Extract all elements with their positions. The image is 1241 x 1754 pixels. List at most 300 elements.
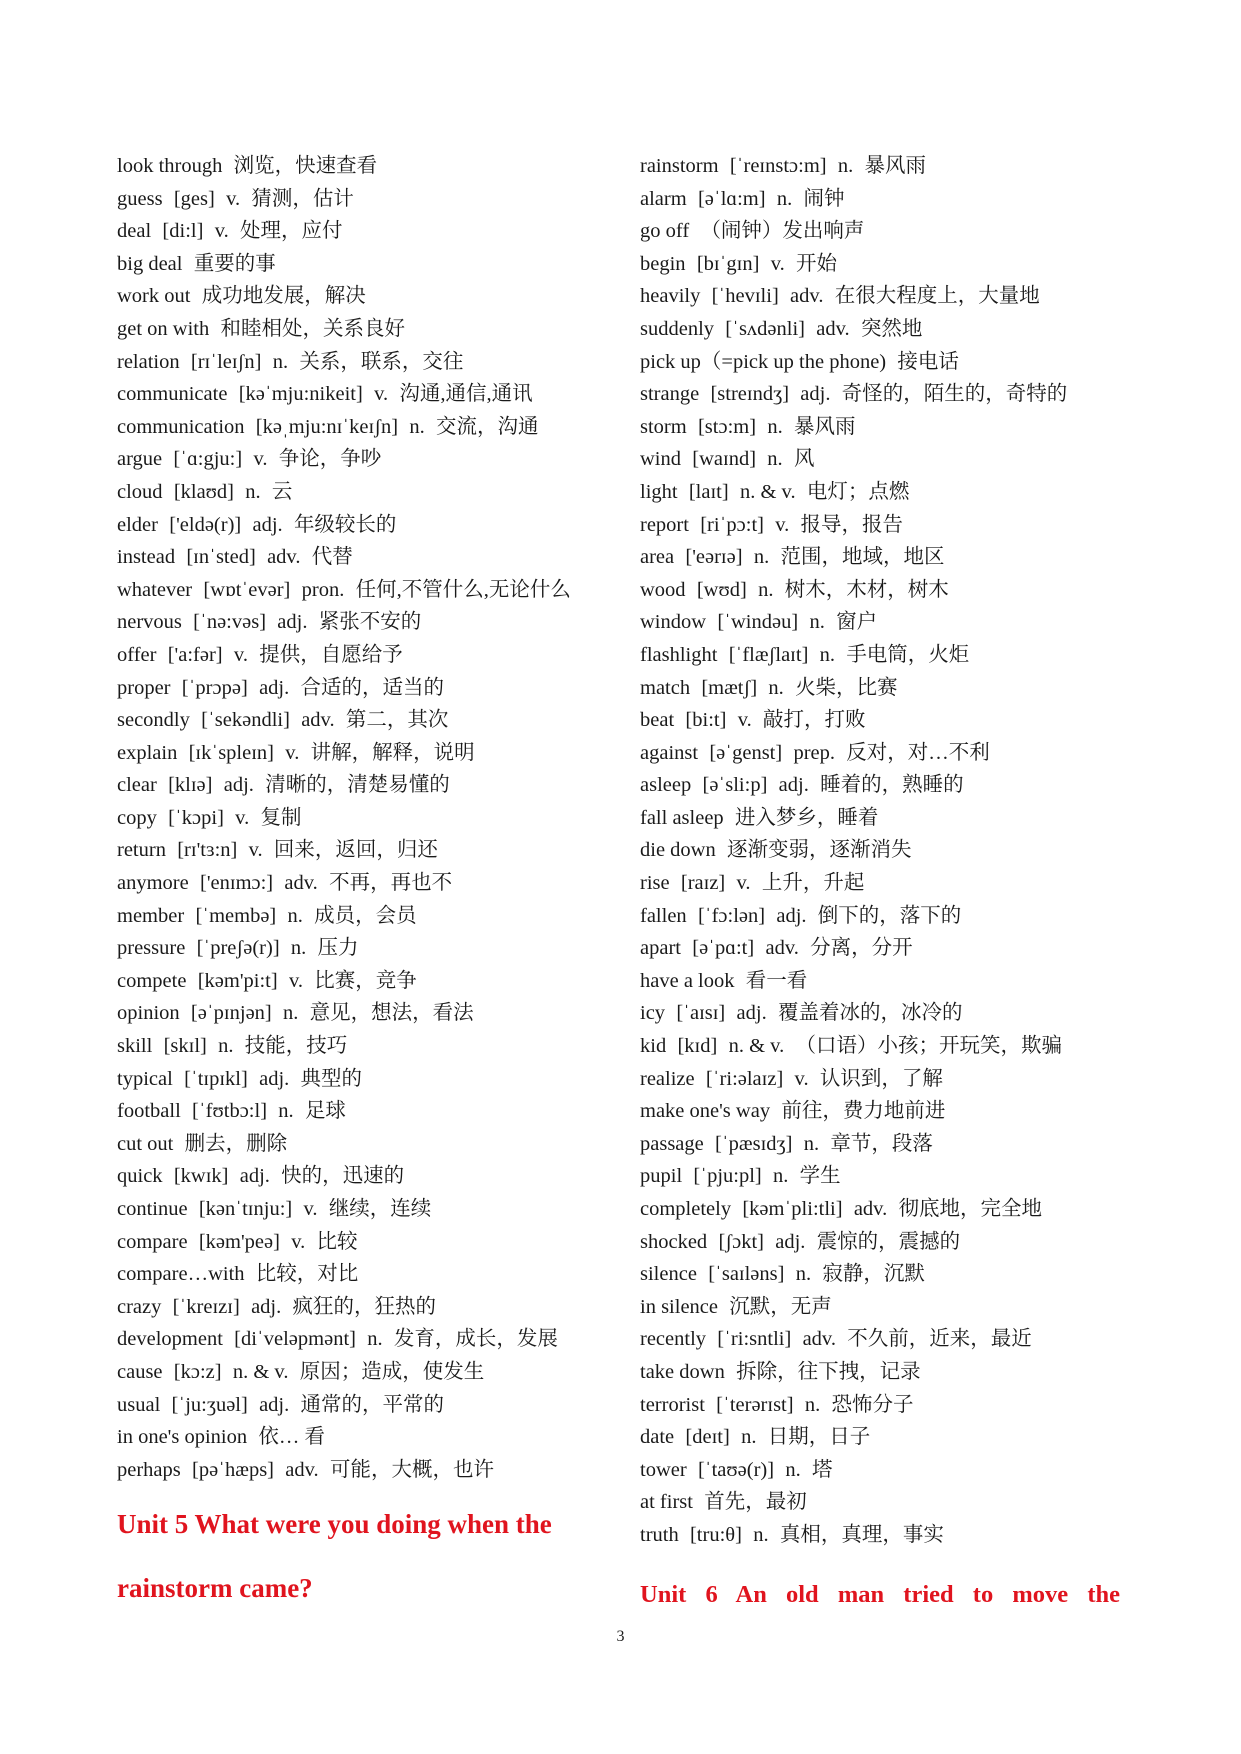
vocab-word: cut out	[117, 1132, 174, 1155]
vocab-part-of-speech: v.	[288, 969, 304, 992]
vocab-part-of-speech: adv.	[790, 285, 824, 308]
vocab-part-of-speech: n.	[819, 643, 836, 666]
vocab-part-of-speech: pron.	[301, 578, 345, 601]
vocab-word: member	[117, 904, 185, 927]
vocab-part-of-speech: adj.	[736, 1002, 767, 1025]
vocab-part-of-speech: v.	[775, 513, 790, 536]
vocab-definition: 沟通,通信,通讯	[399, 383, 533, 406]
vocab-phonetic: [ˈkreɪzɪ]	[172, 1295, 240, 1318]
vocab-phonetic: [ˈhevɪli]	[711, 285, 779, 308]
vocab-entry	[640, 1095, 1140, 1128]
vocab-entry	[117, 1226, 617, 1259]
vocab-word: guess	[117, 187, 163, 210]
vocab-phonetic: [ˈpæsɪdʒ]	[715, 1132, 793, 1155]
vocab-phonetic: [deɪt]	[685, 1426, 730, 1449]
vocab-word: begin	[640, 252, 686, 275]
vocab-phonetic: [ˈmembə]	[195, 904, 277, 927]
vocab-word: die down	[640, 839, 716, 862]
vocab-phonetic: [kəˈmju:nikeit]	[238, 383, 363, 406]
vocab-word: fall asleep	[640, 806, 724, 829]
vocab-entry	[117, 378, 617, 411]
vocab-definition: 原因；造成，使发生	[299, 1360, 485, 1383]
vocab-phonetic: [ɪnˈsted]	[186, 546, 256, 569]
vocab-part-of-speech: v.	[736, 872, 751, 895]
vocab-word: whatever	[117, 578, 193, 601]
vocab-word: communication	[117, 415, 245, 438]
vocab-phonetic: [raɪz]	[680, 872, 726, 895]
vocab-word: get on with	[117, 317, 210, 340]
vocab-word: quick	[117, 1165, 163, 1188]
vocab-entry	[640, 280, 1140, 313]
vocab-definition: 第二，其次	[345, 709, 449, 732]
vocab-word: flashlight	[640, 643, 718, 666]
vocab-word: apart	[640, 937, 681, 960]
vocab-entry	[640, 574, 1140, 607]
vocab-definition: 覆盖着冰的，冰冷的	[777, 1002, 963, 1025]
vocab-part-of-speech: adj.	[776, 904, 807, 927]
vocab-definition: 清晰的，清楚易懂的	[265, 774, 450, 797]
vocab-part-of-speech: n.	[804, 1393, 821, 1416]
vocab-word: match	[640, 676, 691, 699]
vocab-part-of-speech: n.	[753, 1523, 769, 1546]
vocab-word: cause	[117, 1360, 163, 1383]
vocab-phonetic: [ˈsʌdənli]	[725, 317, 805, 340]
vocab-word: nervous	[117, 611, 182, 634]
vocab-entry	[117, 574, 617, 607]
vocab-definition: 敲打，打败	[763, 709, 866, 732]
vocab-word: beat	[640, 709, 675, 732]
vocab-word: continue	[117, 1198, 188, 1220]
vocab-phonetic: [mætʃ]	[701, 676, 758, 699]
vocab-part-of-speech: adv.	[267, 546, 301, 569]
vocab-part-of-speech: n.	[283, 1002, 299, 1025]
page-number: 3	[616, 1628, 625, 1645]
vocab-part-of-speech: n.	[767, 448, 783, 471]
vocab-word: copy	[117, 806, 157, 829]
vocab-word: window	[640, 611, 707, 634]
vocab-phonetic: [ˈwindəu]	[717, 611, 799, 634]
vocab-entry	[640, 1291, 1140, 1324]
vocab-part-of-speech: n.	[776, 187, 793, 210]
vocab-entry	[640, 150, 1140, 183]
vocab-word: deal	[117, 220, 152, 243]
vocab-entry	[640, 1258, 1140, 1291]
vocab-word: crazy	[117, 1295, 162, 1318]
vocab-word: terrorist	[640, 1393, 705, 1416]
vocab-definition: 开始	[796, 252, 838, 275]
vocab-definition: 比较，对比	[255, 1263, 359, 1286]
vocab-entry	[117, 1030, 617, 1063]
vocab-phonetic: [ˈflæʃlaɪt]	[728, 643, 809, 666]
vocab-word: return	[117, 839, 166, 862]
vocab-phonetic: ['eərɪə]	[685, 546, 743, 569]
vocab-entry	[117, 1128, 617, 1161]
vocab-entry	[117, 1323, 617, 1356]
vocab-part-of-speech: n.	[767, 415, 783, 438]
vocab-word: secondly	[117, 709, 190, 732]
vocab-entry	[640, 378, 1140, 411]
vocab-word: completely	[640, 1198, 732, 1220]
vocab-entry	[640, 346, 1140, 379]
vocab-definition: 章节，段落	[830, 1132, 933, 1155]
vocab-phonetic: [kəmˈpli:tli]	[742, 1198, 843, 1220]
vocab-definition: 暴风雨	[793, 415, 856, 438]
vocab-entry	[117, 476, 617, 509]
vocab-part-of-speech: v.	[214, 220, 229, 243]
vocab-phonetic: [kəˌmju:nɪˈkeɪʃn]	[255, 415, 399, 438]
vocab-entry	[117, 802, 617, 835]
vocab-phonetic: [wʊd]	[696, 578, 747, 601]
vocab-entry	[117, 313, 617, 346]
vocab-entry	[117, 704, 617, 737]
vocab-word: take down	[640, 1360, 725, 1383]
vocab-definition: 紧张不安的	[318, 611, 422, 634]
vocab-entry	[640, 248, 1140, 281]
vocab-entry	[640, 672, 1140, 705]
vocab-part-of-speech: adv.	[285, 1458, 319, 1481]
vocab-word: pick up（=pick up the phone)	[640, 350, 887, 373]
vocab-part-of-speech: n. & v.	[232, 1360, 289, 1383]
vocab-word: heavily	[640, 285, 701, 308]
vocab-part-of-speech: n.	[278, 1100, 294, 1123]
vocab-definition: 压力	[317, 937, 359, 960]
vocab-entry	[117, 1095, 617, 1128]
vocab-definition: 认识到，了解	[819, 1067, 943, 1090]
vocab-word: strange	[640, 383, 700, 406]
vocab-part-of-speech: n.	[758, 578, 774, 601]
vocab-word: rainstorm	[640, 155, 719, 177]
vocab-phonetic: [əˈgenst]	[709, 741, 783, 764]
vocab-phonetic: [di:l]	[162, 220, 204, 243]
vocab-phonetic: [skɪl]	[163, 1035, 207, 1058]
vocab-phonetic: [ˈaɪsɪ]	[676, 1002, 726, 1025]
vocab-word: skill	[117, 1035, 153, 1058]
vocab-definition: 比赛，竞争	[314, 969, 417, 992]
vocab-entry	[640, 1128, 1140, 1161]
vocab-word: passage	[640, 1132, 704, 1155]
vocab-phonetic: [ˈreɪnstɔ:m]	[729, 155, 827, 177]
vocab-definition: 猜测，估计	[251, 187, 354, 210]
vocab-part-of-speech: n.	[837, 155, 854, 177]
vocab-word: fallen	[640, 904, 687, 927]
vocab-definition: 任何,不管什么,无论什么	[355, 578, 571, 601]
vocab-part-of-speech: n.	[245, 480, 261, 503]
unit-5-heading: Unit 5 What were you doing when the rainstorm came?	[117, 1509, 552, 1603]
vocab-entry	[640, 1226, 1140, 1259]
vocab-entry	[117, 834, 617, 867]
vocab-word: compare	[117, 1230, 188, 1253]
vocab-entry	[640, 1030, 1140, 1063]
vocab-phonetic: [kənˈtɪnju:]	[198, 1198, 293, 1220]
vocab-word: perhaps	[117, 1458, 181, 1481]
vocab-word: make one's way	[640, 1100, 771, 1123]
vocab-entry	[117, 183, 617, 216]
vocab-definition: 浏览，快速查看	[233, 155, 378, 177]
vocab-entry	[640, 509, 1140, 542]
vocab-entry	[640, 1193, 1140, 1226]
vocab-part-of-speech: adj.	[778, 774, 809, 797]
vocab-column-left	[117, 150, 617, 1486]
unit-6-heading: Unit 6 An old man tried to move the	[640, 1581, 1120, 1608]
vocab-phonetic: [ˈsekəndli]	[201, 709, 290, 732]
vocab-entry	[640, 932, 1140, 965]
vocab-part-of-speech: v.	[770, 252, 785, 275]
vocab-entry	[640, 183, 1140, 216]
vocab-part-of-speech: n. & v.	[728, 1035, 785, 1058]
vocab-part-of-speech: adv.	[802, 1328, 836, 1351]
vocab-definition: 成员，会员	[314, 904, 417, 927]
vocab-word: realize	[640, 1067, 695, 1090]
vocab-definition: 不再，再也不	[329, 872, 453, 895]
vocab-phonetic: ['eldə(r)]	[169, 513, 242, 536]
vocab-part-of-speech: n.	[409, 415, 425, 438]
vocab-definition: 足球	[304, 1100, 346, 1123]
vocab-word: look through	[117, 155, 223, 177]
vocab-part-of-speech: n.	[753, 546, 770, 569]
vocab-entry	[117, 769, 617, 802]
vocab-entry	[640, 769, 1140, 802]
vocab-entry	[117, 346, 617, 379]
vocab-phonetic: [diˈveləpmənt]	[234, 1328, 356, 1351]
vocab-phonetic: [rɪ'tɜ:n]	[177, 839, 238, 862]
vocab-word: explain	[117, 741, 178, 764]
vocab-phonetic: [stɔ:m]	[697, 415, 757, 438]
vocab-entry	[640, 997, 1140, 1030]
vocab-phonetic: [ʃɔkt]	[718, 1230, 764, 1253]
vocab-word: typical	[117, 1067, 173, 1090]
vocab-entry	[117, 900, 617, 933]
vocab-phonetic: [laɪt]	[688, 480, 729, 503]
vocab-part-of-speech: adj.	[775, 1230, 806, 1253]
vocab-phonetic: [kɔ:z]	[173, 1360, 222, 1383]
vocab-word: light	[640, 480, 678, 503]
vocab-word: area	[640, 546, 675, 569]
vocab-entry	[640, 1160, 1140, 1193]
vocab-word: football	[117, 1100, 181, 1123]
vocab-entry	[117, 997, 617, 1030]
vocab-phonetic: ['a:fər]	[167, 643, 223, 666]
vocab-entry	[117, 411, 617, 444]
vocab-word: proper	[117, 676, 171, 699]
vocab-definition: 沉默，无声	[729, 1295, 832, 1318]
vocab-part-of-speech: v.	[248, 839, 263, 862]
vocab-phonetic: [əˈsli:p]	[702, 774, 768, 797]
vocab-entry	[117, 737, 617, 770]
vocab-word: rise	[640, 872, 670, 895]
vocab-definition: 技能，技巧	[244, 1035, 348, 1058]
vocab-definition: 处理，应付	[240, 220, 343, 243]
vocab-entry	[640, 639, 1140, 672]
vocab-part-of-speech: n.	[785, 1458, 801, 1481]
vocab-entry	[640, 313, 1140, 346]
vocab-definition: 删去，删除	[184, 1132, 288, 1155]
vocab-entry	[640, 965, 1140, 998]
vocab-phonetic: [ˈnə:vəs]	[193, 611, 267, 634]
vocab-entry	[640, 1323, 1140, 1356]
vocab-entry	[117, 639, 617, 672]
vocab-definition: 闹钟	[803, 187, 845, 210]
vocab-phonetic: [rɪˈleɪʃn]	[190, 350, 262, 373]
vocab-word: anymore	[117, 872, 189, 895]
vocab-word: at first	[640, 1491, 693, 1514]
vocab-entry	[117, 248, 617, 281]
vocab-part-of-speech: n.	[795, 1263, 812, 1286]
vocab-word: opinion	[117, 1002, 180, 1025]
vocab-definition: 交流，沟通	[436, 415, 539, 438]
vocab-word: truth	[640, 1523, 679, 1546]
vocab-phonetic: [wɒtˈevər]	[203, 578, 291, 601]
vocab-part-of-speech: v.	[291, 1230, 306, 1253]
vocab-phonetic: [əˈpɑ:t]	[692, 937, 755, 960]
vocab-definition: 前往，费力地前进	[781, 1100, 946, 1123]
vocab-definition: 继续，连续	[328, 1198, 432, 1220]
vocab-word: pressure	[117, 937, 186, 960]
vocab-phonetic: [ˈri:əlaɪz]	[705, 1067, 784, 1090]
vocab-word: shocked	[640, 1230, 708, 1253]
vocab-part-of-speech: n.	[809, 611, 825, 634]
vocab-word: relation	[117, 350, 180, 373]
vocab-word: silence	[640, 1263, 697, 1286]
vocab-phonetic: ['enɪmɔ:]	[200, 872, 274, 895]
vocab-entry	[117, 541, 617, 574]
vocab-part-of-speech: adv.	[853, 1198, 888, 1220]
vocab-phonetic: [kɪd]	[677, 1035, 718, 1058]
vocab-word: alarm	[640, 187, 687, 210]
vocab-entry	[117, 1389, 617, 1422]
vocab-definition: 代替	[311, 546, 353, 569]
vocab-phonetic: [ɪkˈspleɪn]	[188, 741, 275, 764]
vocab-entry	[640, 215, 1140, 248]
vocab-word: in silence	[640, 1295, 718, 1318]
vocab-definition: 手电筒，火炬	[846, 643, 970, 666]
vocab-definition: 回来，返回，归还	[273, 839, 438, 862]
vocab-definition: 反对，对…不利	[846, 741, 990, 764]
vocab-phonetic: [ˈkɔpi]	[168, 806, 224, 829]
vocab-word: communicate	[117, 383, 228, 406]
vocab-part-of-speech: v.	[226, 187, 241, 210]
vocab-word: recently	[640, 1328, 707, 1351]
vocab-word: have a look	[640, 969, 735, 992]
vocab-entry	[640, 704, 1140, 737]
vocab-part-of-speech: n.	[741, 1426, 757, 1449]
vocab-phonetic: [ˈterərɪst]	[716, 1393, 794, 1416]
vocab-word: instead	[117, 546, 176, 569]
vocab-part-of-speech: adj.	[259, 676, 290, 699]
vocab-phonetic: [bɪˈgɪn]	[696, 252, 760, 275]
vocab-part-of-speech: prep.	[793, 741, 836, 764]
vocab-part-of-speech: v.	[794, 1067, 809, 1090]
vocab-word: offer	[117, 643, 157, 666]
vocab-part-of-speech: adj.	[800, 383, 831, 406]
vocab-definition: 争论，争吵	[278, 448, 382, 471]
vocab-definition: 突然地	[860, 317, 923, 340]
vocab-definition: 典型的	[300, 1067, 363, 1090]
vocab-phonetic: [kəm'peə]	[198, 1230, 280, 1253]
vocab-definition: 不久前，近来，最近	[847, 1328, 1032, 1351]
vocab-definition: 依… 看	[258, 1426, 325, 1449]
vocab-definition: 发育，成长，发展	[393, 1328, 558, 1351]
vocab-word: argue	[117, 448, 163, 471]
vocab-phonetic: [ges]	[173, 187, 215, 210]
vocab-definition: （闹钟）发出响声	[700, 220, 865, 243]
vocab-definition: 上升，升起	[761, 872, 865, 895]
vocab-word: tower	[640, 1458, 687, 1481]
vocab-entry	[640, 606, 1140, 639]
vocab-entry	[117, 1063, 617, 1096]
vocab-phonetic: [ˈtɪpɪkl]	[184, 1067, 248, 1090]
vocab-definition: 火柴，比赛	[795, 676, 898, 699]
vocab-definition: 奇怪的，陌生的，奇特的	[841, 383, 1068, 406]
vocab-phonetic: [waɪnd]	[692, 448, 757, 471]
vocab-definition: 拆除，往下拽，记录	[736, 1360, 921, 1383]
vocab-phonetic: [əˈlɑ:m]	[697, 187, 766, 210]
vocab-phonetic: [ˈri:sntli]	[717, 1328, 792, 1351]
vocab-word: in one's opinion	[117, 1426, 248, 1449]
vocab-phonetic: [ˈɑ:gju:]	[173, 448, 243, 471]
vocab-phonetic: [ˈtaʊə(r)]	[697, 1458, 775, 1481]
vocab-definition: 和睦相处，关系良好	[220, 317, 406, 340]
vocab-phonetic: [ˈpju:pl]	[693, 1165, 762, 1188]
vocab-entry	[117, 150, 617, 183]
vocab-entry	[117, 867, 617, 900]
vocab-entry	[117, 1193, 617, 1226]
vocab-definition: （口语）小孩；开玩笑，欺骗	[795, 1035, 1062, 1058]
vocab-definition: 可能，大概，也许	[329, 1458, 494, 1481]
vocab-part-of-speech: v.	[737, 709, 752, 732]
vocab-word: against	[640, 741, 699, 764]
vocab-part-of-speech: adj.	[259, 1393, 290, 1416]
vocab-entry	[117, 606, 617, 639]
vocab-phonetic: [bi:t]	[685, 709, 727, 732]
vocab-part-of-speech: v.	[303, 1198, 318, 1220]
vocab-word: wood	[640, 578, 686, 601]
vocab-definition: 树木，木材，树木	[784, 578, 949, 601]
vocab-entry	[640, 802, 1140, 835]
vocab-part-of-speech: n.	[367, 1328, 383, 1351]
vocab-entry	[117, 1258, 617, 1291]
vocab-word: compare…with	[117, 1263, 245, 1286]
vocab-part-of-speech: v.	[235, 806, 250, 829]
vocab-phonetic: [ˈfɔ:lən]	[697, 904, 766, 927]
vocab-definition: 真相，真理，事实	[779, 1523, 944, 1546]
vocab-definition: 在很大程度上，大量地	[834, 285, 1040, 308]
vocab-definition: 报导，报告	[800, 513, 904, 536]
vocab-entry	[640, 1421, 1140, 1454]
vocab-definition: 通常的，平常的	[300, 1393, 445, 1416]
vocab-definition: 看一看	[745, 969, 808, 992]
vocab-word: report	[640, 513, 689, 536]
vocab-definition: 提供，自愿给予	[259, 643, 403, 666]
vocab-definition: 首先，最初	[704, 1491, 807, 1514]
vocab-word: kid	[640, 1035, 667, 1058]
vocab-part-of-speech: n.	[803, 1132, 820, 1155]
vocab-part-of-speech: adj.	[239, 1165, 270, 1188]
vocab-part-of-speech: adv.	[301, 709, 335, 732]
vocab-column-right	[640, 150, 1140, 1552]
vocab-entry	[640, 1389, 1140, 1422]
vocab-phonetic: [ˈju:ʒuəl]	[171, 1393, 248, 1416]
vocab-definition: 逐渐变弱，逐渐消失	[727, 839, 912, 862]
vocab-part-of-speech: adv.	[284, 872, 318, 895]
vocab-word: work out	[117, 285, 191, 308]
vocab-entry	[640, 411, 1140, 444]
vocab-part-of-speech: n.	[218, 1035, 234, 1058]
vocab-definition: 进入梦乡，睡着	[734, 806, 879, 829]
vocab-part-of-speech: adj.	[277, 611, 308, 634]
vocab-part-of-speech: v.	[285, 741, 300, 764]
vocab-word: icy	[640, 1002, 666, 1025]
vocab-part-of-speech: n.	[287, 904, 303, 927]
